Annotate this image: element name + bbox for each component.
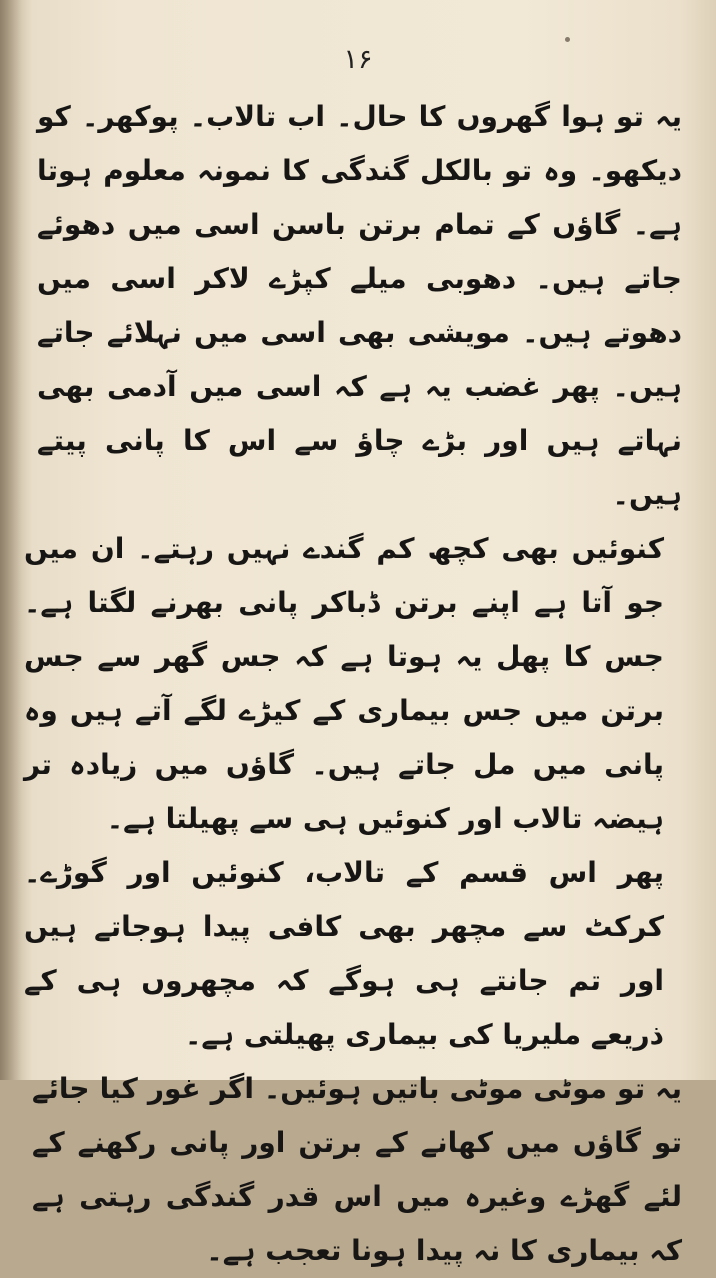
paragraph-4: یہ تو موٹی موٹی باتیں ہوئیں۔ اگر غور کیا جائے تو گاؤں میں کھانے کے برتن اور پانی رکھنے کے لئے گھڑے وغیرہ میں اس قدر گندگی رہتی ہے کہ بیماری کا نہ پیدا ہونا تعجب ہے۔ [32, 1072, 682, 1267]
page-text [24, 90, 682, 1278]
page-number: ۱۶ [343, 44, 373, 75]
paragraph-3: پھر اس قسم کے تالاب، کنوئیں اور گوڑے۔ کرکٹ سے مچھر بھی کافی پیدا ہوجاتے ہیں اور تم جانتے ہی ہوگے کہ مچھروں ہی کے ذریعے ملیریا کی بیماری پھیلتی ہے۔ [24, 856, 664, 1051]
binding-shadow [0, 0, 22, 1080]
paper-speck [565, 37, 570, 42]
paragraph-2: کنوئیں بھی کچھ کم گندے نہیں رہتے۔ ان میں جو آتا ہے اپنے برتن ڈباکر پانی بھرنے لگتا ہے۔ جس کا پھل یہ ہوتا ہے کہ جس گھر سے جس برتن میں جس بیماری کے کیڑے لگے آتے ہیں وہ پانی میں مل جاتے ہیں۔ گاؤں میں زیادہ تر ہیضہ تالاب اور کنوئیں ہی سے پھیلتا ہے۔ [24, 532, 664, 835]
paragraph-1: یہ تو ہوا گھروں کا حال۔ اب تالاب۔ پوکھر۔ کو دیکھو۔ وہ تو بالکل گندگی کا نمونہ معلوم ہوتا ہے۔ گاؤں کے تمام برتن باسن اسی میں دھوئے جاتے ہیں۔ دھوبی میلے کپڑے لاکر اسی میں دھوتے ہیں۔ مویشی بھی اسی میں نہلائے جاتے ہیں۔ پھر غضب یہ ہے کہ اسی میں آدمی بھی نہاتے ہیں اور بڑے چاؤ سے اس کا پانی پیتے ہیں۔ [37, 100, 682, 511]
